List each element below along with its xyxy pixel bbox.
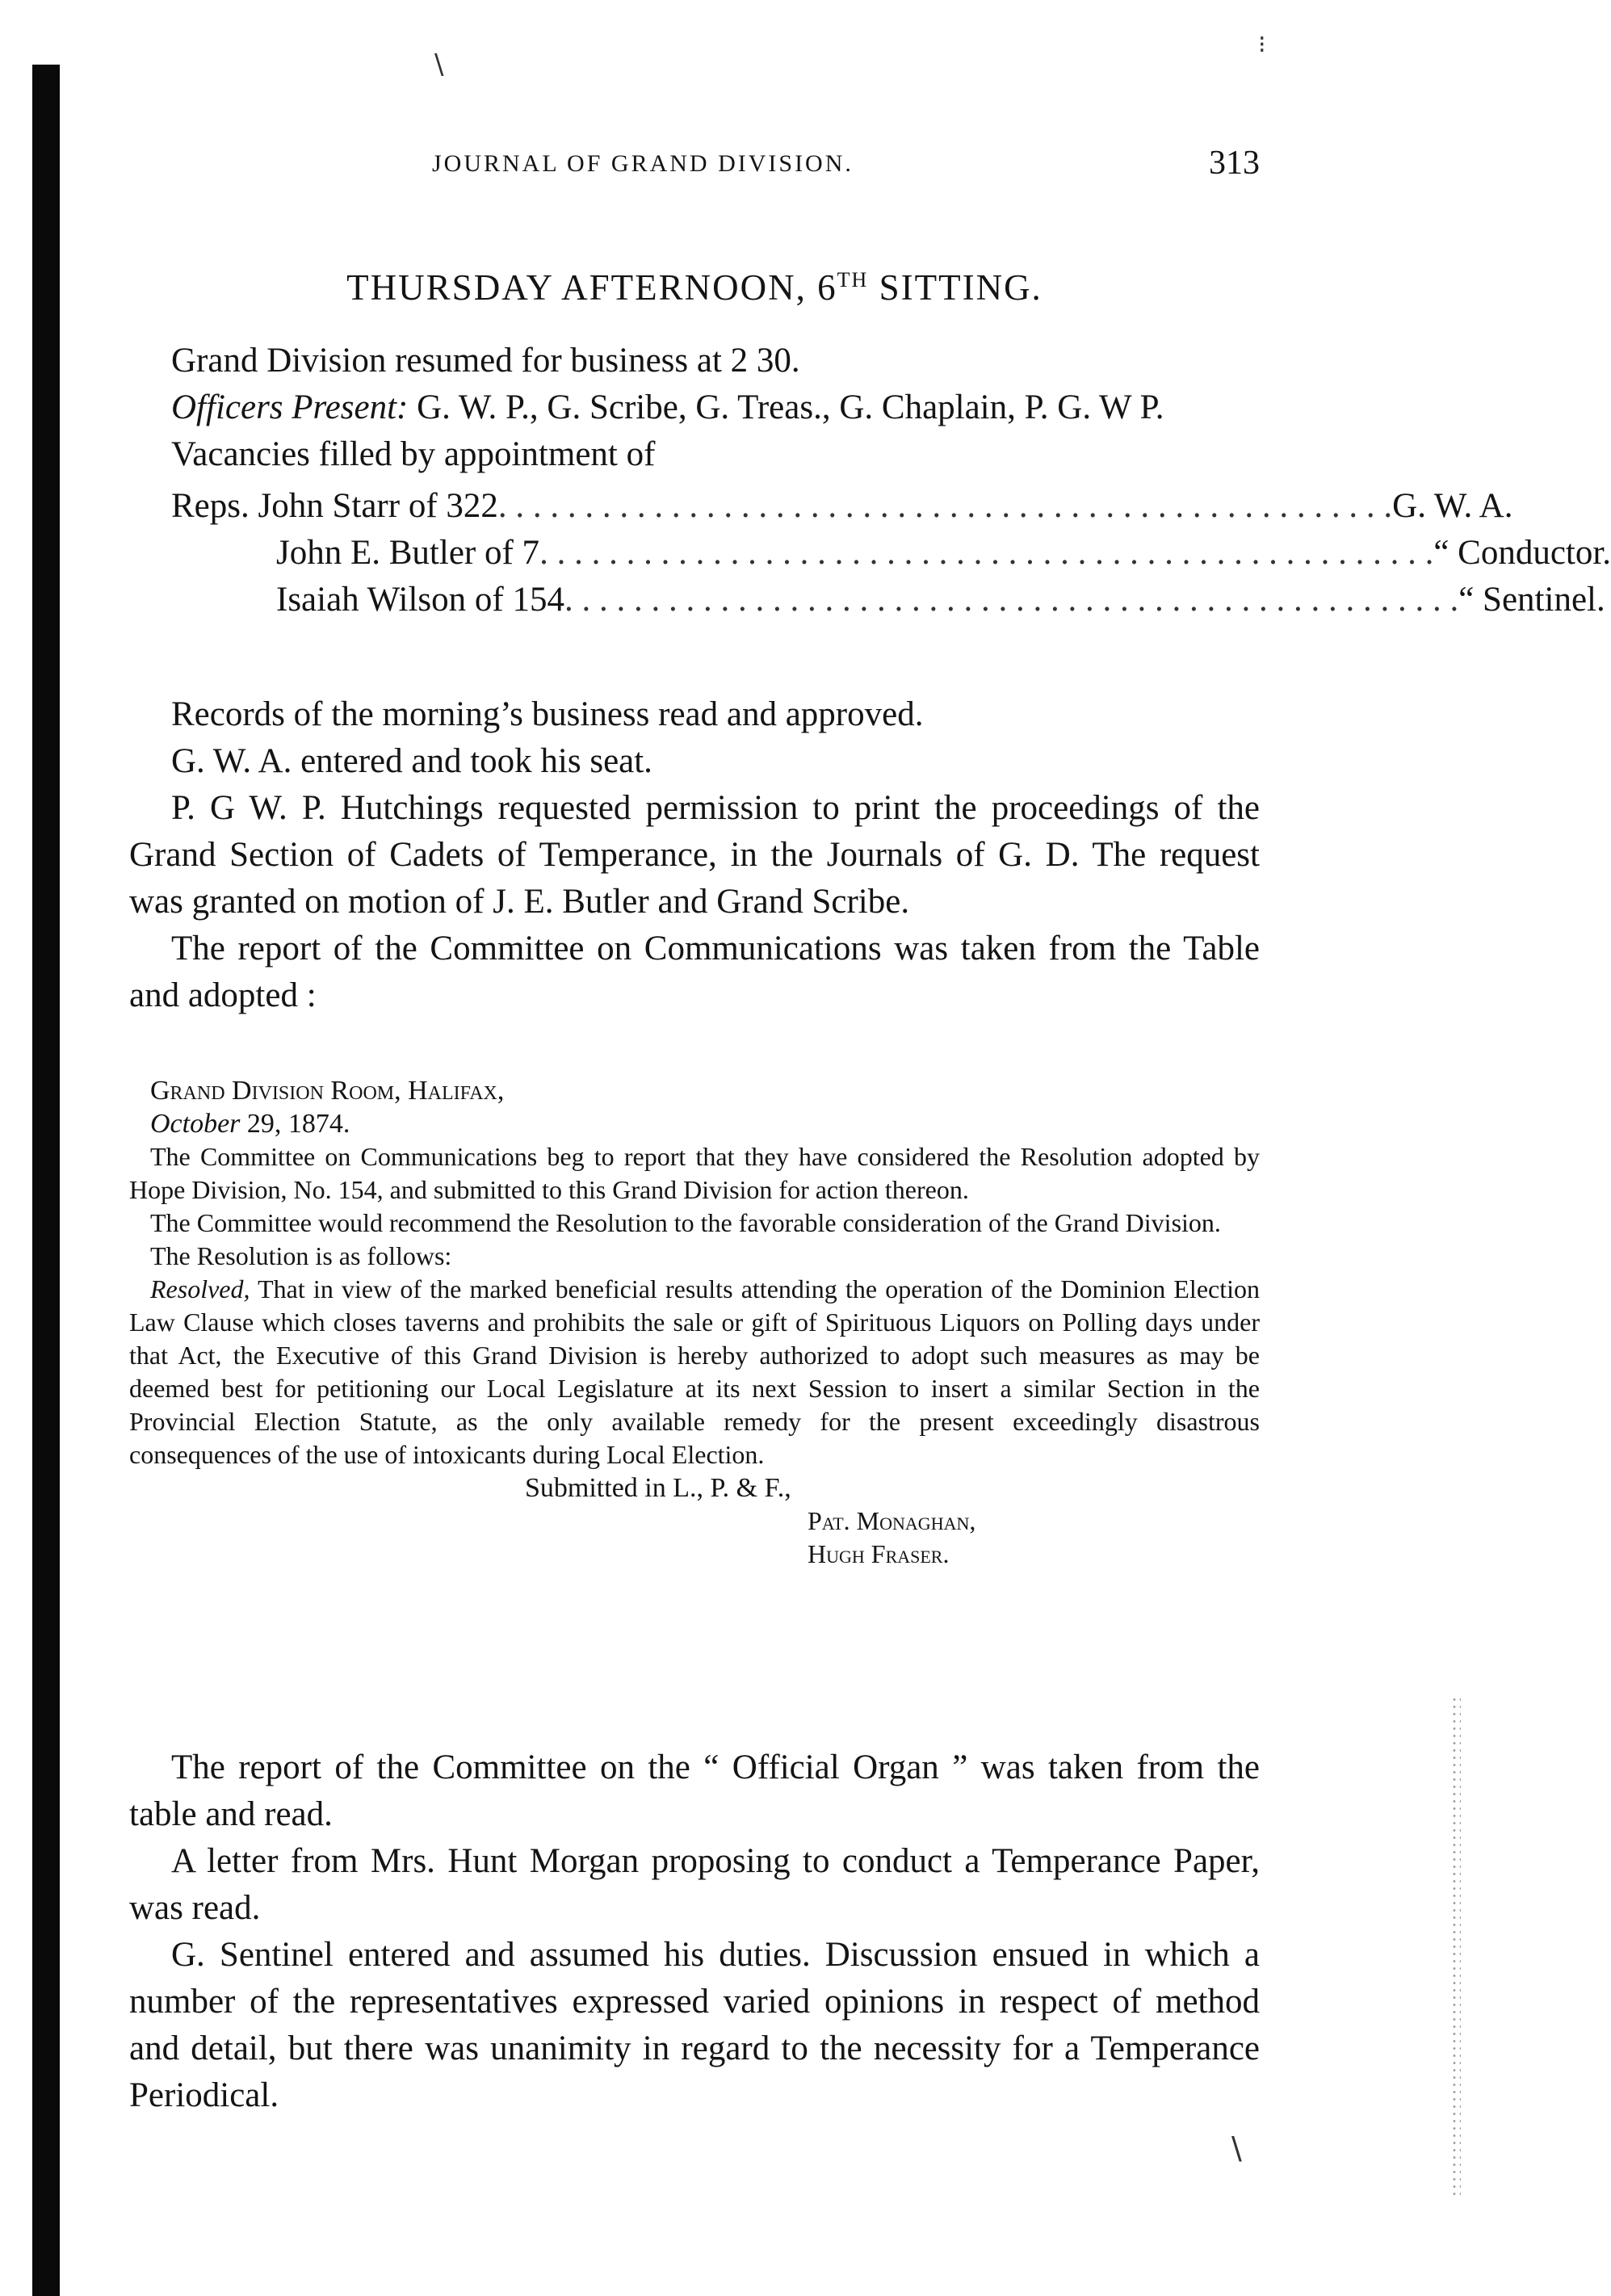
report-paragraph: The Committee on Communications beg to report that they have considered the Resolution adopted by Hope Division, No. 154, and submitted to this Grand Division for action thereon.	[129, 1142, 1260, 1204]
report-date-month: October	[150, 1109, 241, 1139]
paragraph: The report of the Committee on the “ Official Organ ” was taken from the table and read.	[129, 1748, 1260, 1833]
appointment-role: “ Conductor.	[1433, 534, 1611, 572]
appointment-row	[171, 483, 1513, 530]
officers-label: Officers Present:	[171, 388, 409, 426]
resolved-text: That in view of the marked beneficial results attending the operation of the Dominion Election Law Clause which closes taverns and prohibits the sale or gift of Spirituous Liquors on Polling days under that Act, the Executive of this Grand Division is hereby authorized to adopt such measures as may be deemed best for petitioning our Local Legislature at its next Session to insert a similar Section in the Provincial Election Statute, as the only available remedy for the present exceedingly disastrous consequences of the use of intoxicants during Local Election.	[129, 1274, 1260, 1469]
leader-dots: . . . . . . . . . . . . . . . . . . . . . . . . . . . . . . . . . . . . . . . . . . . . . . . . . . . .	[497, 487, 1393, 525]
sitting-heading	[129, 267, 1260, 309]
paragraph: A letter from Mrs. Hunt Morgan proposing to conduct a Temperance Paper, was read.	[129, 1842, 1260, 1927]
report-paragraph: The Committee would recommend the Resolution to the favorable consideration of the Grand Division.	[150, 1208, 1221, 1237]
running-title: JOURNAL OF GRAND DIVISION.	[432, 150, 854, 177]
submitted-line: Submitted in L., P. & F.,	[525, 1473, 791, 1503]
scan-mark: \	[1231, 2130, 1242, 2166]
paragraph: P. G W. P. Hutchings requested permission to print the proceedings of the Grand Section of Cadets of Temperance, in the Journals of G. D. The request was granted on motion of J. E. Butler and Grand Scribe.	[129, 789, 1260, 921]
appointment-row	[276, 530, 1611, 577]
appointment-name: Isaiah Wilson of 154	[276, 581, 564, 619]
appointment-name: Reps. John Starr of 322	[171, 487, 498, 525]
leader-dots: . . . . . . . . . . . . . . . . . . . . . . . . . . . . . . . . . . . . . . . . . . . . . . . . . . . .	[539, 534, 1434, 572]
report-date-rest: 29, 1874.	[240, 1109, 350, 1139]
scan-mark: ⁝	[1258, 31, 1266, 59]
book-spine-shadow	[32, 65, 60, 2296]
heading-main: THURSDAY AFTERNOON, 6	[346, 267, 837, 308]
signatory: Hugh Fraser.	[808, 1539, 950, 1568]
appointment-role: G. W. A.	[1392, 487, 1513, 525]
officers-present	[129, 384, 1260, 431]
vacancies-line: Vacancies filled by appointment of	[171, 435, 656, 473]
page-edge-noise	[1451, 1696, 1461, 2197]
resolution	[129, 1273, 1260, 1471]
report-paragraph: The Resolution is as follows:	[150, 1241, 452, 1270]
resumed-line: Grand Division resumed for business at 2 30.	[171, 342, 800, 380]
closing-section	[129, 1744, 1260, 2119]
resolved-label: Resolved,	[150, 1274, 250, 1303]
page-number: 313	[1209, 145, 1260, 182]
paragraph: Records of the morning’s business read and approved.	[171, 695, 924, 733]
report-place: Grand Division Room, Halifax,	[150, 1076, 505, 1106]
proceedings-section	[129, 691, 1260, 1019]
heading-tail: SITTING.	[868, 267, 1043, 308]
scan-mark: \	[434, 48, 444, 81]
paragraph: The report of the Committee on Communications was taken from the Table and adopted :	[129, 930, 1260, 1014]
heading-ordinal: TH	[837, 268, 869, 292]
appointment-role: “ Sentinel.	[1458, 581, 1605, 619]
officers-text: G. W. P., G. Scribe, G. Treas., G. Chaplain, P. G. W P.	[408, 388, 1164, 426]
report-date	[129, 1107, 1260, 1140]
leader-dots: . . . . . . . . . . . . . . . . . . . . . . . . . . . . . . . . . . . . . . . . . . . . . . . . . . . .	[564, 581, 1459, 619]
paragraph: G. Sentinel entered and assumed his duties. Discussion ensued in which a number of the representatives expressed varied opinions in respect of method and detail, but there was unanimity in regard to the necessity for a Temperance Periodical.	[129, 1936, 1260, 2114]
signatory: Pat. Monaghan,	[808, 1506, 976, 1535]
paragraph: G. W. A. entered and took his seat.	[171, 742, 652, 780]
appointment-row	[276, 577, 1605, 623]
committee-report	[129, 1074, 1260, 1571]
appointment-name: John E. Butler of 7	[276, 534, 540, 572]
opening-section	[129, 338, 1611, 623]
